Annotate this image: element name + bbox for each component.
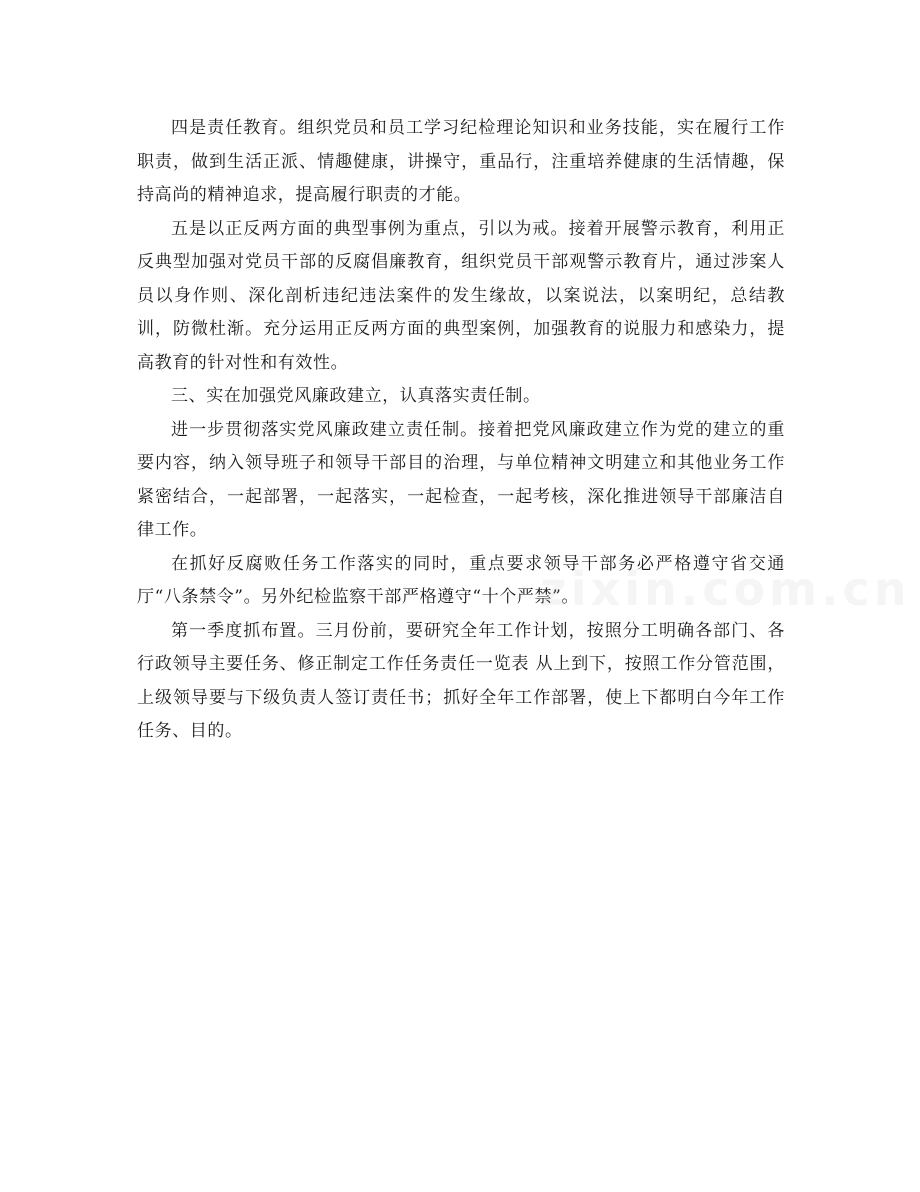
paragraph-first-quarter-plan: 第一季度抓布置。三月份前，要研究全年工作计划，按照分工明确各部门、各行政领导主要任务、修正制定工作任务责任一览表 从上到下，按照工作分管范围，上级领导要与下级负责人签订责任书；抓好全年工作部署，使上下都明白今年工作任务、目的。 xyxy=(137,620,785,741)
paragraph-anti-corruption-rules: 在抓好反腐败任务工作落实的同时，重点要求领导干部务必严格遵守省交通厅“八条禁令”。另外纪检监察干部严格遵守“十个严禁”。 xyxy=(137,553,785,607)
paragraph-warning-education: 五是以正反两方面的典型事例为重点，引以为戒。接着开展警示教育，利用正反典型加强对党员干部的反腐倡廉教育，组织党员干部观警示教育片，通过涉案人员以身作则、深化剖析违纪违法案件的发生缘故，以案说法，以案明纪，总结教训，防微杜渐。充分运用正反两方面的典型案例，加强教育的说服力和感染力，提高教育的针对性和有效性。 xyxy=(137,218,785,373)
document-body xyxy=(137,112,785,749)
paragraph-responsibility-education: 四是责任教育。组织党员和员工学习纪检理论知识和业务技能，实在履行工作职责，做到生活正派、情趣健康，讲操守，重品行，注重培养健康的生活情趣，保持高尚的精神追求，提高履行职责的才能。 xyxy=(137,118,785,205)
paragraph-responsibility-system: 进一步贯彻落实党风廉政建立责任制。接着把党风廉政建立作为党的建立的重要内容，纳入领导班子和领导干部目的治理，与单位精神文明建立和其他业务工作紧密结合，一起部署，一起落实，一起检查，一起考核，深化推进领导干部廉洁自律工作。 xyxy=(137,419,785,540)
section-heading-party-conduct: 三、实在加强党风廉政建立，认真落实责任制。 xyxy=(171,386,541,406)
watermark: zixin.com.cn xyxy=(540,562,911,616)
